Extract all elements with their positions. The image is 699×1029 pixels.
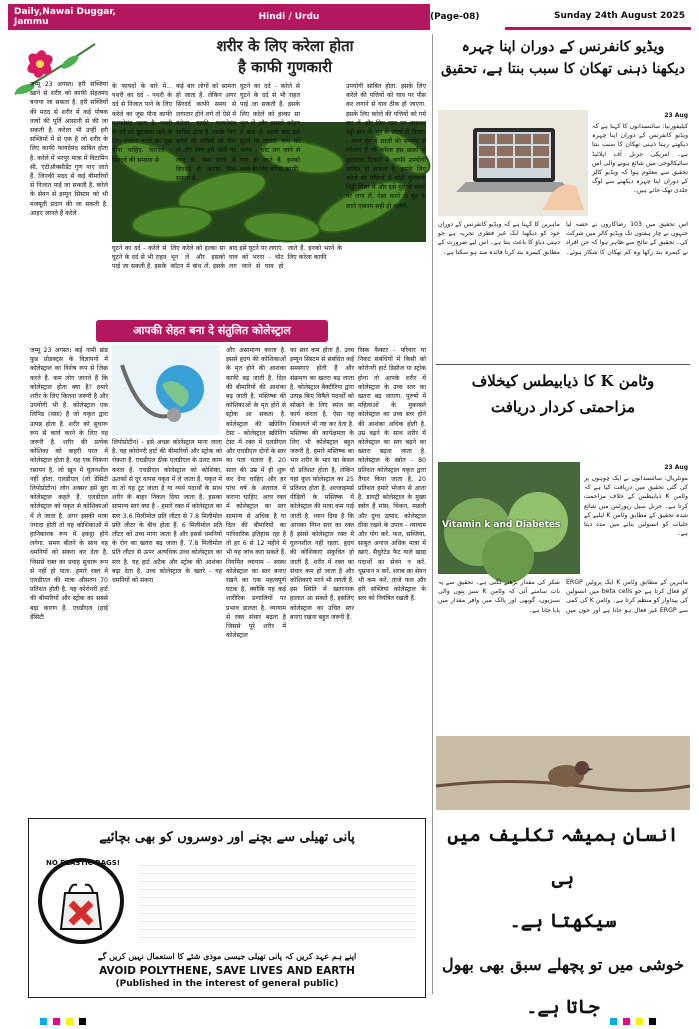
yellow-mark	[636, 1018, 643, 1025]
article1-title	[150, 36, 420, 80]
article2-col5: रिस्क फैक्टर - परिवार या निकट संबंधियों में किसी को कोरोनरी हार्ट डिसीज या स्ट्रोक होना तो आपके शरीर में कोलेस्ट्राल के उच्च स्तर का खतरा बढ़ जाएगा. पुरुषों में महिलाओं के मुकाबले कोलेस्ट्राल का उच्च स्तर होने की आशंका अधिक होती है. उम्र बढ़ने के साथ शरीर में कोलेस्ट्राल का स्तर बढ़ने का खतरा बढ़ता जाता है. कोलेस्ट्राल के स्त्रोत - 80 प्रतिशत कोलेस्ट्राल यकृत द्वारा तैयार किया जाता है, 20 प्रतिशत हमारे भोजन से आता है. डायट्री कोलेस्ट्राल के मुख्य स्त्रोत हैं मांस, चिकन, मछली और दुग्ध उत्पाद. कोलेस्ट्राल ठीक रखने के उपाय - व्यायाम और योग करें. फल, सब्जियां, साबुत अनाज अधिक मात्रा में खाएं. सैचुरेटेड फैट वाले खाद्य पदार्थों का सेवन न करें. धूम्रपान न करें, शराब का सेवन भी कम करें. ताजे फल और हरी सब्जियां कोलेस्ट्राल के स्तर को नियंत्रित रखती हैं.	[358, 347, 426, 603]
right-article2-body-top: مونٹریال: سائنسدانوں نے ایک چوہوں پر کی گئی تحقیق میں دریافت کیا ہے کہ وٹامن K ذیابیطس کے خلاف مزاحمت کرتا ہے۔ جرنل سیل رپورٹس میں شائع شدہ تحقیق کے مطابق وٹامن K لبلبے کے خلیات کو انسولین بنانے میں مدد دیتا ہے۔	[584, 475, 688, 538]
quote-line4: جاتا ہے۔	[526, 996, 600, 1018]
right-article2-body-bottom: ماہرین کے مطابق وٹامن K ایک پروٹین ERGP کو فعال کرتا ہے جو beta cells میں انسولین کی پیداوار کو منظم کرتا ہے۔ وٹامن K کی کمی سے ERGP غیر فعال ہو جاتا ہے اور خون میں شکر کی مقدار بڑھنے لگتی ہے۔ تحقیق سے یہ بات سامنے آئی کہ وٹامن K سبز پتوں والی سبزیوں، گوبھی اور پالک میں وافر مقدار میں پایا جاتا ہے۔	[438, 579, 689, 614]
page-number: (Page-08)	[430, 12, 480, 22]
right-article1-headline-line1: ویڈیو کانفرنس کے دوران اپنا چہرہ	[461, 39, 665, 55]
header-center	[148, 4, 430, 30]
plastic-note-area	[139, 859, 415, 945]
right-article2-headline-line1: وٹامن K کا ذیابیطس کیخلاف	[471, 372, 655, 390]
magenta-mark	[623, 1018, 630, 1025]
article1-col5: उपयोगी साबित होता. इसके लिए करेले की पत्तियों को घाव पर पीस कर लगाने से घाव ठीक हो जाएगा. इसके लिए करेले की पत्तियों को गर्म कर लें और फिर घाव पर लगाकर पट्टी बांध लें. मुंह के छालों से निजात - अगर मुंह में छालों की समस्या से परेशान हैं तो करेला इस छालों से छुटकारा दिलाने में काफी उपयोगी साबित हो सकता है. इसके लिए करेले की पत्तियों में थोड़ी मुलतानी मिट्टी मिला लें और इसे मुंह के छालों पर लगा लें. ऐसा करने से मुंह के छाले एकदम सही हो जाएंगे.	[346, 83, 426, 210]
paper-name: Daily,Nawai Duggar, Jammu	[14, 7, 116, 27]
article2-title: आपकी सेहत बना दे संतुलित कोलेस्ट्राल	[96, 320, 328, 342]
magenta-mark	[53, 1018, 60, 1025]
issue-date: Sunday 24th August 2025	[554, 10, 685, 21]
article1-intro: जम्मू 23 अगस्त। हरी सब्जियां खाने से शरीर को काफी सेहतमंद बनाया जा सकता है. हरी सब्जियों की मदद से शरीर में कई पोषक तत्वों की पूर्ति आसानी से की जा सकती है. करेला भी उन्हीं हरी सब्जियों में से एक है जो शरीर के लिए काफी फायदेमंद साबित होता है. करेले में भरपूर मात्रा में विटामिन सी, एंटीऑक्सीडेंट गुण पाए जाते हैं. जिनकी मदद से कई बीमारियों से निजात पाई जा सकती है. करेले के सेवन से इम्यून सिस्टम को भी मजबूती प्रदान की जा सकती है. आइए जानते हैं करेले	[30, 81, 108, 217]
article2-col2: लिपोप्रोटीन) - इसे अच्छा कोलेस्ट्राल माना जाता है. यह कोरोनरी हार्ट की बीमारियों और स्ट्रोक को रोकता है. एचडीएल ठीक एलडीएल के उलट काम करता है. एचडीएल कोलेस्ट्राल को कोशिका, ऊतकों से दूर वापस यकृत में ले जाता है. यकृत में या तो यह टूट जाता है या व्यर्थ पदार्थों के साथ शरीर के बाहर निकल दिया जाता है. इसका सामान्य स्तर क्या है - हमारे रक्त में कोलेस्ट्राल का स्तर 3.6 मिलीमोल प्रति लीटर से 7.8 मिलीमोल प्रति लीटर के बीच होता है. 6 मिलीमोल प्रति लीटर को उच्च माना जाता है और इससे धमनियों के रोग का खतरा बढ़ जाता है. 7.8 मिलीमोल प्रति लीटर से ऊपर अत्यधिक उच्च कोलेस्ट्राल का स्तर है. यह हार्ट अटैक और स्ट्रोक की आशंका बढ़ा देता है. उच्च कोलेस्ट्राल के खतरे - यह धमनियों को संकरा	[112, 439, 222, 585]
right-article1-body-top: کیلیفورنیا: سائنسدانوں کا کہنا ہے کہ ویڈیو کانفرنس کے دوران اپنا چہرہ دیکھتے رہنا ذہنی تھکان کا سبب بنتا ہے۔ امریکی جرنل آف اپلائیڈ سائیکالوجی میں شائع ہونے والی اس تحقیق سے معلوم ہوا کہ ویڈیو کالز کے دوران اپنا چہرہ دیکھنے سے لوگ جلدی تھک جاتے ہیں۔	[592, 123, 688, 195]
right-column-rule	[432, 34, 433, 994]
vitamin-k-caption: Vitamin k and Diabetes	[442, 520, 561, 530]
right-article1-dateline: 23 Aug	[664, 112, 688, 119]
plastic-slogan: پانی تھیلی سے بچنے اور دوسروں کو بھی بچائیے	[99, 830, 355, 845]
header-left	[8, 4, 148, 30]
plastic-english-line2: (Published in the interest of general public)	[115, 979, 339, 989]
article2-col3: और असामान्य करता है. इससे हृदय की कोशिकाओं के मृत होने की आशंका काफी बढ़ जाती है. दिल की बीमारियों की आशंका बढ़ जाती है. मस्तिष्क की कोशिकाओं के मृत होने से स्ट्रोक आ सकता है. कोलेस्ट्राल की स्क्रीनिंग टेस्ट - कोलेस्ट्राल स्क्रीनिंग टेस्ट में रक्त में एलडीएल और एचडीएल दोनों के स्तर का पता चलता है. 20 साल की उम्र में ही शुरू कर देना चाहिए और हर पांच वर्ष के अंतराल में कराना चाहिए. अगर रक्त में कोलेस्ट्राल का स्तर सामान्य से अधिक है या दिल की बीमारियों का पारिवारिक इतिहास रहा है तो हर 6 से 12 महीने में भी यह जांच करा सकते हैं. नियमित व्यायाम - स्वस्थ कोलेस्ट्राल का स्तर बनाए रखने का एक महत्वपूर्ण घटक है, क्योंकि यह कई शारीरिक प्रणालियों पर प्रभाव डालता है. व्यायाम से रक्त संचार बढ़ता है जिससे पूरे शरीर में कोलेस्ट्राल	[226, 347, 286, 640]
article1-title-line2: है काफी गुणकारी	[238, 58, 332, 76]
quote-block	[436, 814, 690, 1018]
article1-col2: के फायदों के बारे में... पथरी का दर्द - पथरी के दर्द से निजात पाने के लिए करेले का जूस पीना काफी फायदेमंद रहता है. पथरी के दर्द को छुटकारा पाने के लिए रोजाना करेले का जूस पीना चाहिए. सिरदर्द - सिरदर्द की समस्या से	[112, 83, 172, 164]
black-mark	[649, 1018, 656, 1025]
footer-marks-right	[610, 1010, 670, 1018]
article1-lower-text: घुटने का दर्द - करेले से घुटने के दर्द से भी राहत पाई जा सकती है. इसके लिए करेले को हल्का सा भून लें और इसको कॉटन में बांध लें. इसके बाद इसे घुटने पर लगाएं. घाव को भरना - चोट लग जाने से घाव हो जाते हैं. इनको भरने के लिए करेला काफी	[112, 245, 342, 271]
black-mark	[79, 1018, 86, 1025]
article1-col3: कई बार लोगों को सामना हो जाता है. लेकिन अगर सिरदर्द काफी समय से लगातार होने लगे तो ऐसे में करेला काफी फायदेमंद साबित होता है. इसके लिए करेले की पत्तियों को पीस लें और फिर इसे माथे पर लगा लें. ऐसा करने से सिरदर्द से आराम मिल सकता है.	[176, 83, 236, 183]
header-date	[505, 4, 691, 30]
right-article2-headline-line2: مزاحمتی کردار دریافت	[491, 398, 635, 416]
right-article1-headline-line2: دیکھنا ذہنی تھکان کا سبب بنتا ہے، تحقیق	[441, 61, 685, 77]
cyan-mark	[40, 1018, 47, 1025]
language-label: Hindi / Urdu	[258, 12, 320, 22]
plastic-english-line1: AVOID POLYTHENE, SAVE LIVES AND EARTH	[99, 965, 355, 977]
right-article2-headline	[436, 368, 690, 448]
article1-title-line1: शरीर के लिए करेला होता	[216, 37, 354, 55]
article2-col4: का स्तर कम होता है. उच्च इम्यून सिस्टम से संबंधित कई समस्याएं होती हैं और संक्रमण का खतरा बढ़ जाता है. कोलेस्ट्राल बैक्टीरिया द्वारा उत्पन्न किए विषैले पदार्थों को सोखने के लिए स्पंज का कार्य करता है, ऐसा यह शिकायतें भी नष्ट कर देता है. मस्तिष्क की कार्यक्षमता के लिए भी कोलेस्ट्राल बहुत जरूरी है. हमारे मस्तिष्क का भार शरीर के भार का केवल दो प्रतिशत होता है, लेकिन यहां कुल कोलेस्ट्राल का 25 प्रतिशत होता है. अल्जाइमर्स पीड़ितों के मस्तिष्क में कोलेस्ट्राल की मात्रा कम पाई जाती है. ध्यान दिया है कि आपका निम्न स्तर का रक्त है इससे कोलेस्ट्राल रक्त में घुलनशील नहीं रहता. हृदय की कोशिकाएं संकुचित हो जाती हैं. शरीर में रक्त का संचार कम हो जाता है और कोशिकाएं मरने भी लगती हैं. इस स्थिति में खतरनाक हालात आ सकते हैं, इसलिए कोलेस्ट्राल का उचित स्तर बनाए रखना बहुत जरूरी है.	[290, 347, 354, 621]
right-divider	[436, 364, 690, 365]
quote-line3: خوشی میں تو پچھلے سبق بھی بھول	[442, 955, 684, 974]
no-plastic-badge	[37, 857, 125, 945]
right-article1-headline	[436, 36, 690, 106]
article1-col4: घुटने का दर्द - करेले से घुटने के दर्द से भी राहत पाई जा सकती है. इसके लिए करेले को हल्का सा भून लें और इसको कॉटन में बांध लें. इसके बाद इसे घुटने पर लगाएं. घाव को भरना - चोट लग जाने से घाव हो जाते हैं. इनको भरने के लिए करेला काफी	[240, 83, 300, 173]
no-plastic-badge-text: NO PLASTIC BAGS!	[46, 859, 120, 867]
right-article1-body-bottom: اس تحقیق میں 103 رضاکاروں نے حصہ لیا جنہوں نے چار ہفتوں تک ویڈیو کالز میں شرکت کی۔ تحقیق کے نتائج سے ظاہر ہوا کہ جن افراد نے کیمرہ بند رکھا وہ کم تھکان کا شکار ہوئے۔ ماہرین کا کہنا ہے کہ ویڈیو کانفرنس کے دوران خود کو دیکھنا ایک غیر فطری تجربہ ہے جو ذہنی دباؤ کا باعث بنتا ہے۔ اس لیے ضرورت کے مطابق کیمرہ بند کرنا فائدہ مند ہو سکتا ہے۔	[438, 221, 688, 256]
plastic-urdu-note: اپنے ہم عہد کریں کہ پانی تھیلی جیسی موذی شئے کا استعمال نہیں کریں گے	[97, 951, 357, 961]
article2-col1: जम्मू 23 अगस्त। कई नामी ब्रांड फूड प्रोडक्ट्स के विज्ञापनों में कोलेस्ट्राल का विशेष रूप से जिक्र करते हैं. कम लोग जानते हैं कि कोलेस्ट्राल होता क्या है? हमारे शरीर के लिए कितना जरूरी है और उपयोगी भी है. कोलेस्ट्राल एक लिपिड (वसा) है जो यकृत द्वारा उत्पन्न होता है. शरीर को सुचारू रूप से कार्य करने के लिए यह जरूरी है. शरीर की प्रत्येक कोशिका को बाहरी परत में कोलेस्ट्राल होता है. यह एक चिकना रसायन है, जो खून में घुलनशील नहीं होता. एलडीएल (लो डेंसिटी लिपोप्रोटीन) लोग अक्सर इसे बुरा कोलेस्ट्राल कहते हैं. एलडीएल कोलेस्ट्राल को यकृत से कोशिकाओं में ले जाता है. अगर इसकी मात्रा ज्यादा होती तो यह कोशिकाओं में हानिकारक रूप में इकट्ठा होने लगेगा. समय बीतने के साथ यह धमनियों को संकरा कर देता है, जिससे रक्त का प्रवाह सुचारू रूप से नहीं हो पाता. हमारे रक्त में एलडीएल की मात्रा औसतन 70 प्रतिशत होती है. यह कोरोनरी हार्ट की बीमारियों और स्ट्रोक का सबसे बड़ा कारण है. एचडीएल (हाई डेंसिटी	[30, 347, 108, 621]
cyan-mark	[610, 1018, 617, 1025]
video-call-photo	[438, 110, 588, 216]
yellow-mark	[66, 1018, 73, 1025]
quote-line2: سیکھتا ہے۔	[509, 910, 617, 932]
quote-line1: انسان ہمیشہ تکلیف میں ہی	[447, 824, 679, 889]
bird-photo	[436, 736, 690, 810]
vitamin-k-photo	[438, 462, 580, 574]
article1-col2-lower	[112, 244, 342, 316]
no-plastic-panel	[28, 818, 426, 998]
right-article2-dateline: 23 Aug	[664, 464, 688, 471]
footer-marks-left	[40, 1010, 100, 1018]
